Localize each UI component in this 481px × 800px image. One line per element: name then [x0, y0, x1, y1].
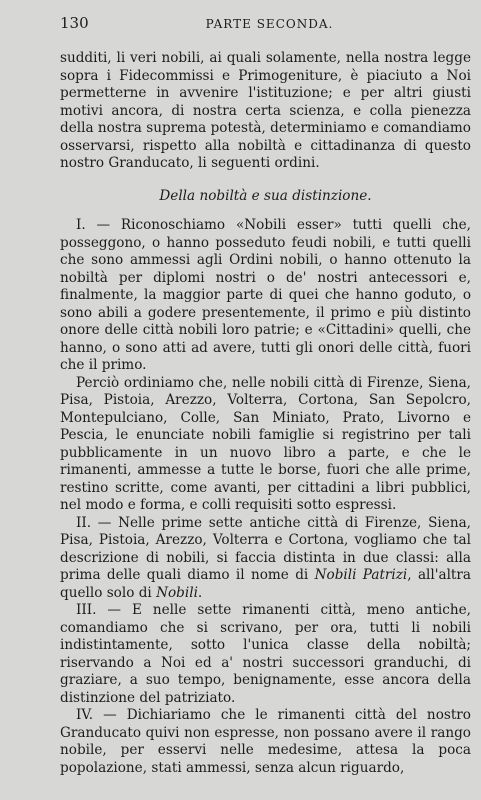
- article-2: II. — Nelle prime sette antiche città di Firenze, Siena, Pisa, Pistoia, Arezzo, Volterra e Cortona, vogliamo che tal descrizione di nobili, si faccia distinta in due classi: alla prima delle quali diamo il nome di Nobili Patrizi, all'altra quello solo di Nobili.: [60, 514, 471, 601]
- article-3: III. — E nelle sette rimanenti città, meno antiche, comandiamo che si scrivano, per ora, tutti li nobili indistintamente, sotto l'unica classe della nobiltà; riservando a Noi ed a' nostri successori granduchi, di graziare, a suo tempo, benignamente, esse ancora della distinzione del patriziato.: [60, 602, 471, 706]
- term-nobili-patrizi: Nobili Patrizi: [314, 567, 408, 583]
- article-4: IV. — Dichiariamo che le rimanenti città del nostro Granducato quivi non espresse, non possano avere il rango nobile, per esservi nelle medesime, attesa la poca popolazione, stati ammessi, senza alcun riguardo,: [60, 707, 471, 776]
- page-number: 130: [60, 14, 89, 32]
- running-title: PARTE SECONDA.: [205, 17, 334, 31]
- section-heading: Della nobiltà e sua distinzione.: [159, 187, 372, 204]
- intro-paragraph: sudditi, li veri nobili, ai quali solamente, nella nostra legge sopra i Fidecommissi e Primogeniture, è piaciuto a Noi permetterne in avvenire l'istituzione; e per altri giusti motivi ancora, di nostra certa scienza, e colla pienezza della nostra suprema potestà, determiniamo e comandiamo osservarsi, rispetto alla nobiltà e cittadinanza di questo nostro Granducato, li seguenti ordini.: [60, 50, 471, 171]
- term-nobili: Nobili: [156, 584, 198, 601]
- page-body: [60, 50, 471, 777]
- article-1-continuation: Perciò ordiniamo che, nelle nobili città di Firenze, Siena, Pisa, Pistoia, Arezzo, Volterra, Cortona, San Sepolcro, Montepulciano, Colle, San Miniato, Prato, Livorno e Pescia, le enunciate nobili famiglie si registrino per tali pubblicamente in un nuovo libro a parte, e che le rimanenti, ammesse a tutte le borse, fuori che alle prime, restino scritte, come avanti, per cittadini a libri pubblici, nel modo e forma, e colli requisiti sotto espressi.: [60, 374, 471, 513]
- article-1: I. — Riconoschiamo «Nobili esser» tutti quelli che, posseggono, o hanno posseduto feudi nobili, e tutti quelli che sono ammessi agli Ordini nobili, o hanno ottenuto la nobiltà per diplomi nostri o de' nostri antecessori e, finalmente, la maggior parte di quei che hanno goduto, o sono abili a godere presentemente, il primo e più distinto onore delle città nobili loro patrie; e «Cittadini» quelli, che hanno, o sono atti ad avere, tutti gli onori delle città, fuori che il primo.: [60, 217, 471, 373]
- running-head: [60, 14, 471, 38]
